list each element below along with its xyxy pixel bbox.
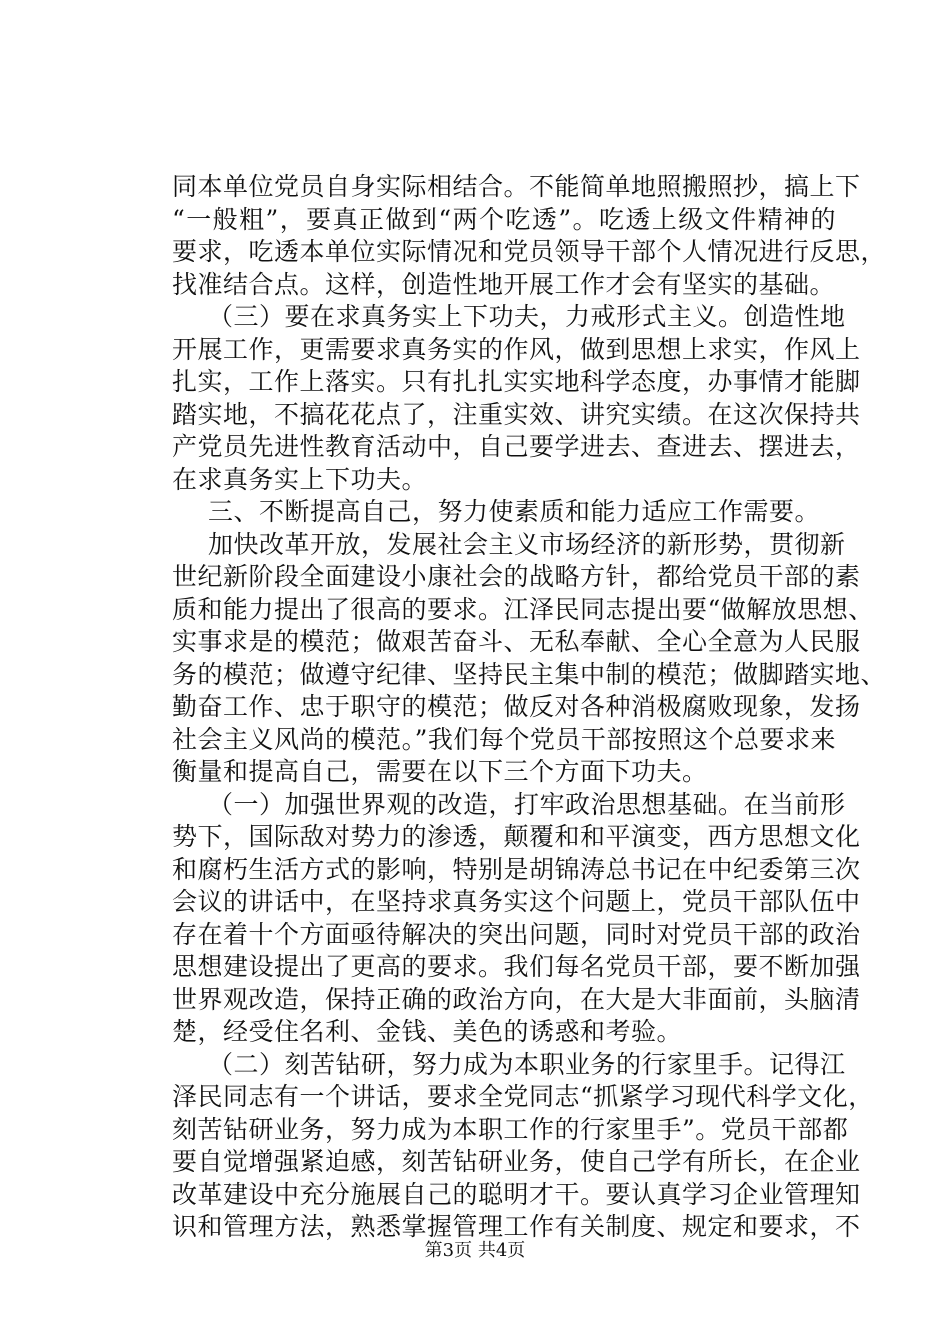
text-line: 社会主义风尚的模范。”我们每个党员干部按照这个总要求来: [172, 724, 836, 754]
text-line: 衡量和提高自己，需要在以下三个方面下功夫。: [172, 757, 708, 786]
text-line: 加快改革开放，发展社会主义市场经济的新形势，贯彻新: [208, 529, 846, 559]
text-line: 世纪新阶段全面建设小康社会的战略方针，都给党员干部的素: [172, 562, 861, 591]
text-line: 泽民同志有一个讲话，要求全党同志“抓紧学习现代科学文化，: [172, 1082, 874, 1111]
body-text: [172, 171, 887, 1244]
text-line: 同本单位党员自身实际相结合。不能简单地照搬照抄，搞上下: [172, 172, 861, 201]
page-footer: [0, 1239, 950, 1263]
text-line: 存在着十个方面亟待解决的突出问题，同时对党员干部的政治: [172, 919, 861, 949]
section-heading: 三、不断提高自己，努力使素质和能力适应工作需要。: [208, 497, 821, 526]
text-line: （二）刻苦钻研，努力成为本职业务的行家里手。记得江: [208, 1049, 846, 1079]
text-line: 开展工作，更需要求真务实的作风，做到思想上求实，作风上: [172, 334, 861, 364]
text-line: 识和管理方法，熟悉掌握管理工作有关制度、规定和要求，不: [172, 1212, 861, 1241]
page-number: 第3页 共4页: [424, 1240, 526, 1261]
text-line: 要求，吃透本单位实际情况和党员领导干部个人情况进行反思，: [172, 237, 887, 266]
text-line: 势下，国际敌对势力的渗透，颠覆和和平演变，西方思想文化: [172, 822, 861, 851]
text-line: 实事求是的模范；做艰苦奋斗、无私奉献、全心全意为人民服: [172, 627, 861, 656]
text-line: 会议的讲话中，在坚持求真务实这个问题上，党员干部队伍中: [172, 887, 861, 916]
text-line: （一）加强世界观的改造，打牢政治思想基础。在当前形: [208, 789, 846, 819]
text-line: 世界观改造，保持正确的政治方向，在大是大非面前，头脑清: [172, 984, 861, 1014]
text-line: 扎实，工作上落实。只有扎扎实实地科学态度，办事情才能脚: [172, 367, 861, 396]
text-line: 踏实地，不搞花花点了，注重实效、讲究实绩。在这次保持共: [172, 399, 861, 429]
text-line: 改革建设中充分施展自己的聪明才干。要认真学习企业管理知: [172, 1179, 861, 1209]
text-line: 质和能力提出了很高的要求。江泽民同志提出要“做解放思想、: [172, 594, 874, 624]
text-line: 和腐朽生活方式的影响，特别是胡锦涛总书记在中纪委第三次: [172, 854, 861, 884]
text-line: 产党员先进性教育活动中，自己要学进去、查进去、摆进去，: [172, 432, 861, 461]
text-line: 在求真务实上下功夫。: [172, 464, 428, 494]
text-line: 务的模范；做遵守纪律、坚持民主集中制的模范；做脚踏实地、: [172, 659, 887, 689]
text-line: 刻苦钻研业务，努力成为本职工作的行家里手”。党员干部都: [172, 1114, 849, 1144]
text-line: 勤奋工作、忠于职守的模范；做反对各种消极腐败现象，发扬: [172, 692, 861, 721]
text-line: 思想建设提出了更高的要求。我们每名党员干部，要不断加强: [172, 952, 861, 981]
text-line: “一般粗”，要真正做到“两个吃透”。吃透上级文件精神的: [172, 204, 836, 234]
text-line: 楚，经受住名利、金钱、美色的诱惑和考验。: [172, 1017, 683, 1046]
text-line: 找准结合点。这样，创造性地开展工作才会有坚实的基础。: [172, 269, 836, 299]
text-line: 要自觉增强紧迫感，刻苦钻研业务，使自己学有所长，在企业: [172, 1147, 861, 1176]
text-line: （三）要在求真务实上下功夫，力戒形式主义。创造性地: [208, 302, 846, 331]
